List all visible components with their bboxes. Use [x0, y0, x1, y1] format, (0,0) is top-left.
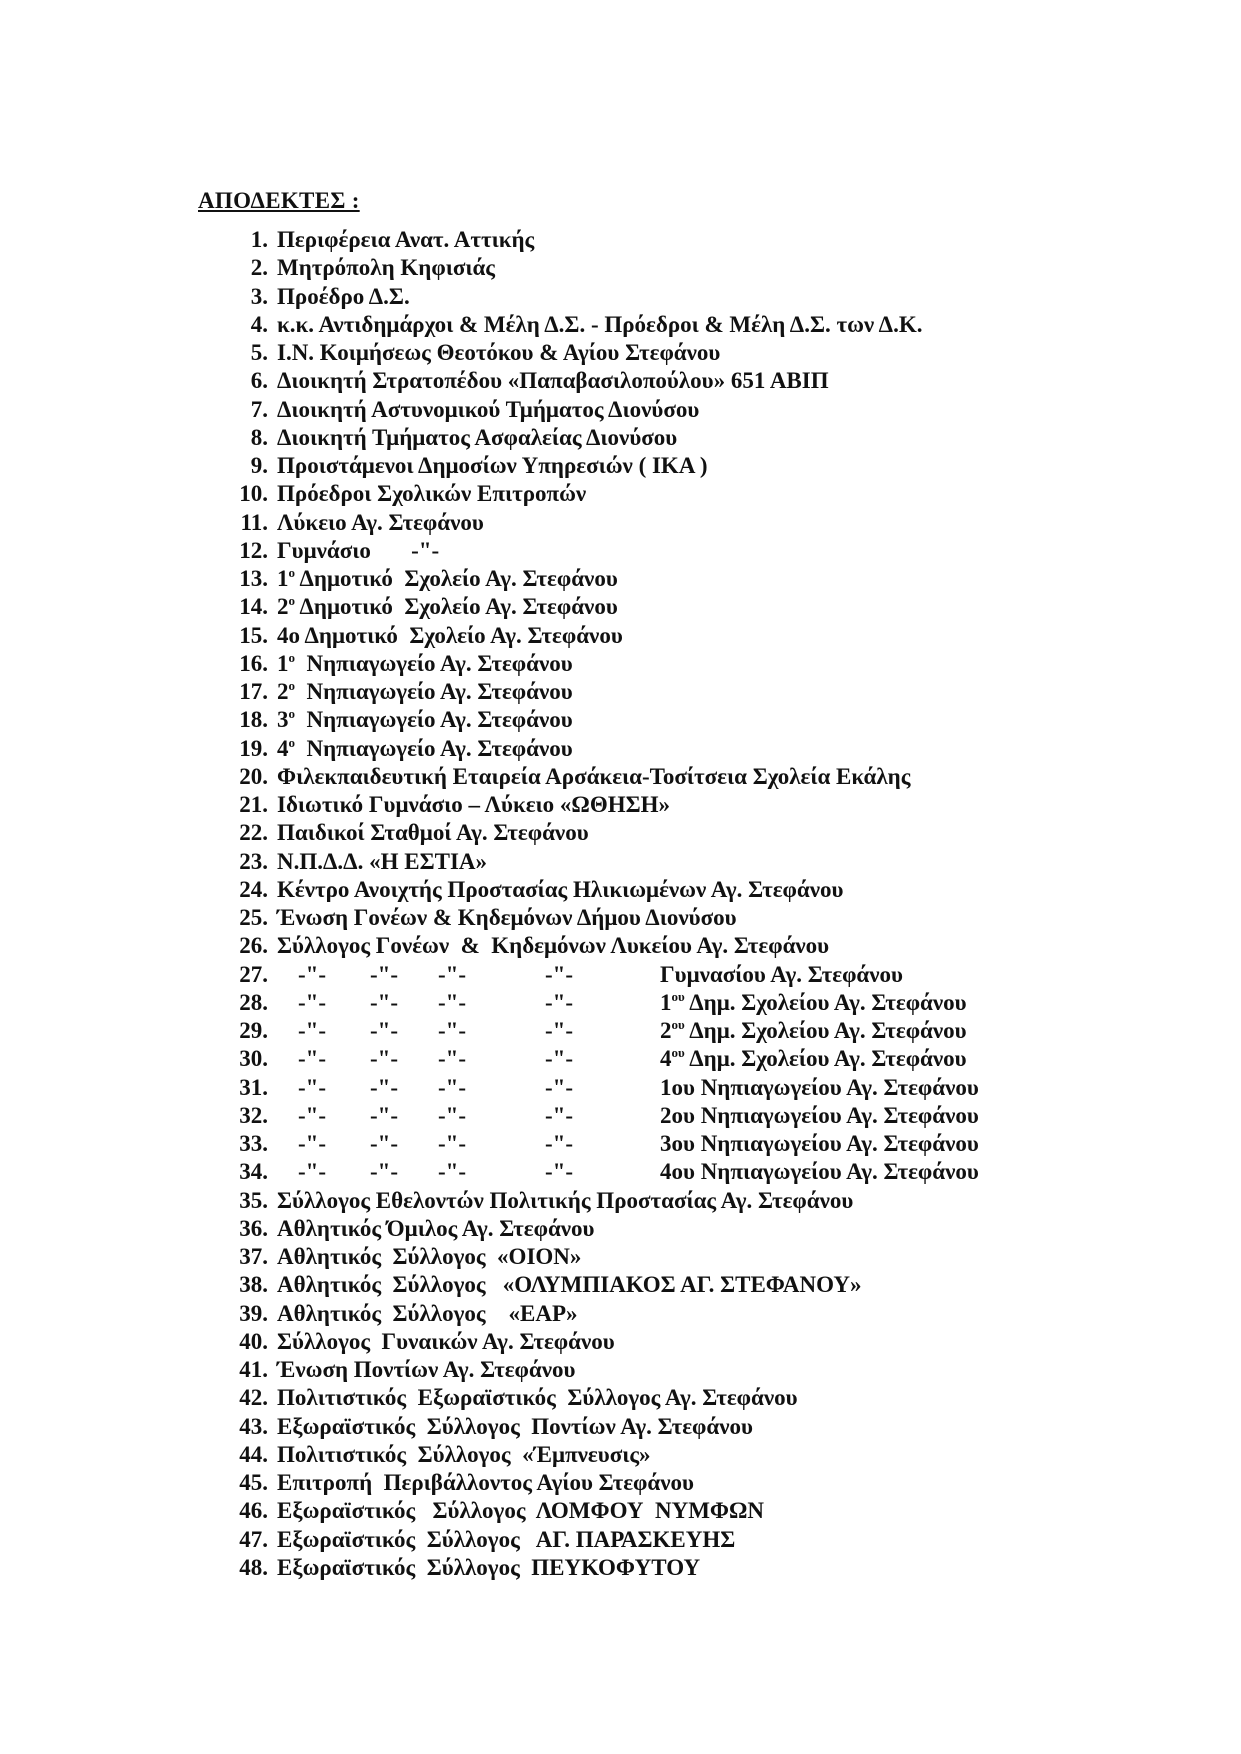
item-text — [277, 1441, 651, 1469]
ordinal-suffix: ου — [671, 1017, 685, 1032]
item-label: Νηπιαγωγείο Αγ. Στεφάνου — [295, 650, 573, 676]
item-text — [277, 932, 829, 960]
ordinal-suffix: ο — [288, 706, 295, 722]
item-label: Δημοτικό Σχολείο Αγ. Στεφάνου — [295, 594, 618, 620]
item-number: 20. — [239, 763, 268, 789]
ditto-mark: -"- — [545, 1131, 574, 1156]
item-label: Εξωραϊστικός Σύλλογος ΑΓ. ΠΑΡΑΣΚΕΥΗΣ — [277, 1526, 736, 1552]
ditto-mark: -"- — [545, 989, 574, 1015]
item-label: Διοικητή Τμήματος Ασφαλείας Διονύσου — [277, 424, 678, 450]
ditto-mark: -"- — [298, 1018, 327, 1043]
item-number: 9. — [250, 453, 268, 478]
item-number: 26. — [239, 933, 268, 959]
item-label: Διοικητή Αστυνομικού Τμήματος Διονύσου — [277, 396, 700, 422]
ordinal-suffix: ου — [671, 1045, 685, 1061]
item-number: 35. — [239, 1187, 268, 1213]
item-number: 10. — [239, 481, 268, 507]
item-text — [277, 1328, 615, 1356]
item-text — [277, 1187, 853, 1215]
item-label: Πολιτιστικός Εξωραϊστικός Σύλλογος Αγ. Στεφάνου — [277, 1385, 798, 1411]
item-number: 18. — [239, 707, 268, 733]
item-label: Σύλλογος Γυναικών Αγ. Στεφάνου — [277, 1328, 615, 1354]
item-number: 28. — [239, 989, 268, 1015]
item-number: 37. — [239, 1244, 268, 1269]
item-text — [660, 1017, 967, 1048]
item-label: Ένωση Γονέων & Κηδεμόνων Δήμου Διονύσου — [277, 905, 737, 930]
item-text — [277, 1497, 764, 1525]
ditto-mark: -"- — [438, 1102, 467, 1128]
item-text — [660, 1158, 979, 1186]
item-number: 21. — [239, 792, 268, 817]
ditto-mark: -"- — [298, 1102, 327, 1128]
item-number: 36. — [239, 1215, 268, 1241]
item-label: Ν.Π.Δ.Δ. «Η ΕΣΤΙΑ» — [277, 848, 488, 874]
item-number: 14. — [239, 594, 268, 620]
ditto-mark: -"- — [370, 961, 399, 987]
ditto-mark: -"- — [298, 1074, 327, 1100]
ditto-mark: -"- — [438, 989, 467, 1015]
item-number: 46. — [239, 1498, 268, 1524]
item-text — [277, 763, 910, 791]
item-label: Γυμνασίου Αγ. Στεφάνου — [660, 961, 903, 987]
ditto-mark: -"- — [370, 1102, 399, 1128]
item-number: 5. — [250, 340, 268, 365]
item-text — [277, 311, 922, 339]
ditto-mark: -"- — [298, 961, 327, 987]
ordinal-number: 1 — [277, 650, 289, 676]
ditto-mark: -"- — [438, 1159, 467, 1185]
item-text — [277, 1300, 578, 1328]
item-text — [277, 1526, 735, 1554]
item-number: 3. — [250, 283, 268, 309]
item-number: 19. — [239, 735, 268, 761]
ordinal-number: 2 — [660, 1018, 672, 1043]
ordinal-suffix: ο — [288, 678, 295, 693]
item-label: Αθλητικός Σύλλογος «ΟΙΟΝ» — [277, 1244, 582, 1269]
item-label: Δημ. Σχολείου Αγ. Στεφάνου — [684, 1046, 967, 1072]
item-number: 27. — [239, 961, 268, 987]
item-text — [660, 1074, 979, 1102]
item-text — [277, 1413, 753, 1441]
ditto-mark: -"- — [438, 961, 467, 987]
ordinal-suffix: ο — [288, 565, 295, 580]
ordinal-number: 2 — [277, 679, 289, 704]
item-label: Μητρόπολη Κηφισιάς — [277, 255, 496, 281]
item-text — [660, 989, 967, 1020]
item-text — [277, 1469, 694, 1497]
item-text — [277, 876, 843, 904]
item-number: 45. — [239, 1470, 268, 1495]
item-text — [277, 819, 589, 847]
item-label: Παιδικοί Σταθμοί Αγ. Στεφάνου — [277, 820, 589, 846]
ditto-mark: -"- — [370, 1046, 399, 1072]
item-label: Δημ. Σχολείου Αγ. Στεφάνου — [684, 989, 967, 1015]
item-number: 15. — [239, 622, 268, 648]
ordinal-number: 4 — [660, 1046, 672, 1072]
ditto-mark: -"- — [438, 1131, 467, 1156]
item-label: 2ου Νηπιαγωγείου Αγ. Στεφάνου — [660, 1102, 979, 1128]
item-label: 4ου Νηπιαγωγείου Αγ. Στεφάνου — [660, 1159, 979, 1185]
item-text — [277, 706, 573, 737]
ordinal-suffix: ο — [288, 734, 295, 750]
item-number: 7. — [250, 396, 268, 422]
item-number: 11. — [240, 509, 268, 535]
item-label: Νηπιαγωγείο Αγ. Στεφάνου — [295, 707, 573, 733]
item-text — [277, 226, 534, 254]
recipients-heading: ΑΠΟΔΕΚΤΕΣ : — [198, 188, 360, 213]
item-text — [277, 339, 720, 367]
item-text — [277, 480, 586, 508]
item-number: 8. — [250, 424, 268, 450]
ditto-mark: -"- — [545, 961, 574, 987]
item-number: 2. — [250, 255, 268, 281]
item-label: 4ο Δημοτικό Σχολείο Αγ. Στεφάνου — [277, 622, 623, 648]
item-text — [277, 452, 708, 480]
item-text — [277, 1554, 700, 1582]
ditto-mark: -"- — [545, 1074, 574, 1100]
item-number: 48. — [239, 1554, 268, 1580]
ditto-mark: -"- — [298, 1159, 327, 1185]
ditto-mark: -"- — [545, 1102, 574, 1128]
ordinal-number: 1 — [660, 989, 672, 1015]
item-number: 34. — [239, 1159, 268, 1185]
item-number: 17. — [239, 679, 268, 704]
item-number: 31. — [239, 1074, 268, 1100]
ditto-mark: -"- — [545, 1018, 574, 1043]
item-text — [660, 1102, 979, 1130]
item-number: 6. — [250, 368, 268, 394]
ditto-mark: -"- — [545, 1159, 574, 1185]
ditto-mark: -"- — [298, 1131, 327, 1156]
item-label: 3ου Νηπιαγωγείου Αγ. Στεφάνου — [660, 1131, 979, 1156]
ditto-mark: -"- — [298, 989, 327, 1015]
item-text — [277, 678, 573, 709]
item-text — [277, 1243, 581, 1271]
item-text — [277, 848, 487, 876]
item-number: 23. — [239, 848, 268, 874]
item-number: 22. — [239, 820, 268, 846]
item-label: Πολιτιστικός Σύλλογος «Έμπνευσις» — [277, 1441, 651, 1467]
item-label: Κέντρο Ανοιχτής Προστασίας Ηλικιωμένων Αγ. Στεφάνου — [277, 876, 844, 902]
item-number: 47. — [239, 1526, 268, 1552]
item-text — [277, 537, 439, 565]
item-label: 1ου Νηπιαγωγείου Αγ. Στεφάνου — [660, 1074, 979, 1100]
item-number: 44. — [239, 1441, 268, 1467]
item-number: 42. — [239, 1385, 268, 1411]
item-text — [277, 367, 829, 395]
item-label: Πρόεδροι Σχολικών Επιτροπών — [277, 481, 587, 507]
ditto-mark: -"- — [545, 1046, 574, 1072]
item-label: Εξωραϊστικός Σύλλογος Ποντίων Αγ. Στεφάνου — [277, 1413, 753, 1439]
item-label: Επιτροπή Περιβάλλοντος Αγίου Στεφάνου — [277, 1470, 694, 1495]
item-text — [277, 1384, 798, 1412]
ditto-mark: -"- — [438, 1018, 467, 1043]
item-label: Διοικητή Στρατοπέδου «Παπαβασιλοπούλου» 651 ΑΒΙΠ — [277, 368, 829, 394]
item-label: κ.κ. Αντιδημάρχοι & Μέλη Δ.Σ. - Πρόεδροι & Μέλη Δ.Σ. των Δ.Κ. — [277, 311, 923, 337]
ditto-mark: -"- — [370, 1074, 399, 1100]
ditto-mark: -"- — [438, 1046, 467, 1072]
item-text — [277, 735, 573, 766]
item-label: Γυμνάσιο -"- — [277, 537, 440, 563]
item-number: 38. — [239, 1272, 268, 1298]
item-number: 12. — [239, 537, 268, 563]
ditto-mark: -"- — [438, 1074, 467, 1100]
item-label: Ιδιωτικό Γυμνάσιο – Λύκειο «ΩΘΗΣΗ» — [277, 792, 671, 817]
item-label: Προέδρο Δ.Σ. — [277, 283, 410, 309]
item-number: 16. — [239, 650, 268, 676]
item-text — [277, 396, 699, 424]
item-text — [277, 1271, 862, 1299]
ordinal-number: 3 — [277, 707, 289, 733]
item-text — [277, 509, 484, 537]
item-text — [277, 593, 618, 624]
item-label: Νηπιαγωγείο Αγ. Στεφάνου — [295, 735, 573, 761]
ordinal-suffix: ο — [288, 593, 295, 609]
item-label: Δημ. Σχολείου Αγ. Στεφάνου — [684, 1018, 967, 1043]
item-label: Ένωση Ποντίων Αγ. Στεφάνου — [277, 1357, 576, 1382]
item-number: 41. — [239, 1357, 268, 1382]
item-number: 1. — [250, 227, 268, 252]
item-number: 30. — [239, 1046, 268, 1072]
item-number: 29. — [239, 1018, 268, 1043]
item-label: Δημοτικό Σχολείο Αγ. Στεφάνου — [295, 566, 618, 591]
item-label: Αθλητικός Σύλλογος «ΟΛΥΜΠΙΑΚΟΣ ΑΓ. ΣΤΕΦΑΝΟΥ» — [277, 1272, 862, 1298]
item-label: Σύλλογος Γονέων & Κηδεμόνων Λυκείου Αγ. Στεφάνου — [277, 933, 830, 959]
item-label: Αθλητικός Σύλλογος «ΕΑΡ» — [277, 1300, 578, 1326]
item-label: Αθλητικός Όμιλος Αγ. Στεφάνου — [277, 1215, 595, 1241]
ditto-mark: -"- — [370, 1018, 399, 1043]
item-label: Σύλλογος Εθελοντών Πολιτικής Προστασίας Αγ. Στεφάνου — [277, 1187, 854, 1213]
item-label: Φιλεκπαιδευτική Εταιρεία Αρσάκεια-Τοσίτσεια Σχολεία Εκάλης — [277, 763, 911, 789]
item-number: 32. — [239, 1102, 268, 1128]
item-label: Προιστάμενοι Δημοσίων Υπηρεσιών ( ΙΚΑ ) — [277, 453, 708, 478]
item-number: 43. — [239, 1413, 268, 1439]
item-label: Λύκειο Αγ. Στεφάνου — [277, 509, 484, 535]
item-text — [277, 904, 737, 932]
ditto-mark: -"- — [370, 1159, 399, 1185]
item-label: Ι.Ν. Κοιμήσεως Θεοτόκου & Αγίου Στεφάνου — [277, 340, 721, 365]
ditto-mark: -"- — [370, 1131, 399, 1156]
item-number: 33. — [239, 1131, 268, 1156]
item-number: 24. — [239, 876, 268, 902]
item-text — [277, 650, 573, 681]
ditto-mark: -"- — [370, 989, 399, 1015]
item-number: 13. — [239, 566, 268, 591]
item-label: Εξωραϊστικός Σύλλογος ΛΟΜΦΟΥ ΝΥΜΦΩΝ — [277, 1498, 764, 1524]
item-text — [277, 1356, 575, 1384]
item-text — [277, 283, 410, 311]
item-label: Εξωραϊστικός Σύλλογος ΠΕΥΚΟΦΥΤΟΥ — [277, 1554, 701, 1580]
item-text — [277, 424, 677, 452]
item-number: 40. — [239, 1328, 268, 1354]
item-text — [277, 1215, 595, 1243]
item-text — [277, 565, 618, 596]
ordinal-suffix: ου — [671, 988, 685, 1004]
ordinal-number: 4 — [277, 735, 289, 761]
item-text — [277, 254, 495, 282]
item-text — [277, 622, 623, 650]
ditto-mark: -"- — [298, 1046, 327, 1072]
ordinal-number: 2 — [277, 594, 289, 620]
ordinal-suffix: ο — [288, 649, 295, 665]
ordinal-number: 1 — [277, 566, 289, 591]
item-number: 4. — [250, 311, 268, 337]
item-number: 39. — [239, 1300, 268, 1326]
item-number: 25. — [239, 905, 268, 930]
item-text — [277, 791, 670, 819]
item-label: Περιφέρεια Ανατ. Αττικής — [277, 227, 535, 252]
item-text — [660, 1130, 979, 1158]
item-text — [660, 1045, 967, 1076]
item-text — [660, 961, 903, 989]
item-label: Νηπιαγωγείο Αγ. Στεφάνου — [295, 679, 573, 704]
